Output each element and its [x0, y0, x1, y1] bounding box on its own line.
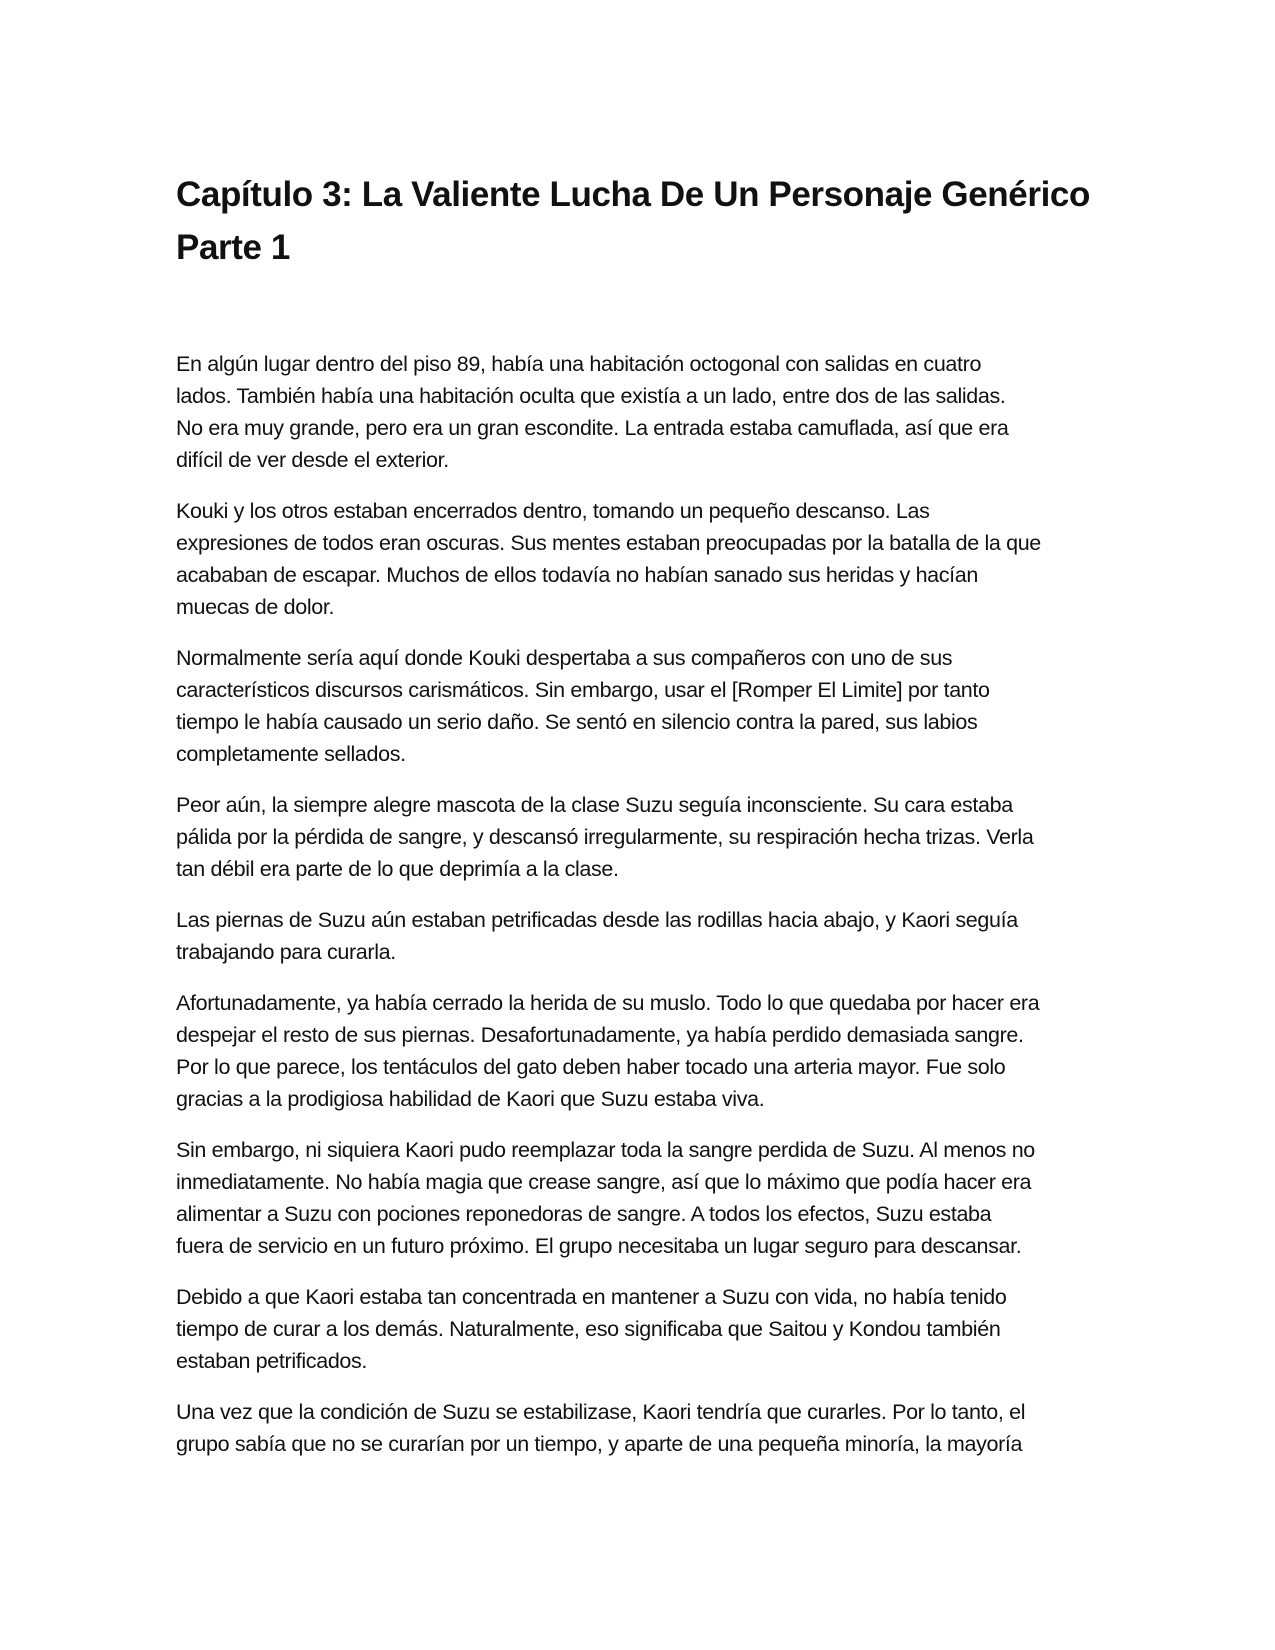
text-line: pálida por la pérdida de sangre, y descansó irregularmente, su respiración hecha trizas. Verla — [176, 825, 1034, 849]
text-line: Afortunadamente, ya había cerrado la herida de su muslo. Todo lo que quedaba por hacer era — [176, 991, 1040, 1015]
text-line: característicos discursos carismáticos. Sin embargo, usar el [Romper El Limite] por tanto — [176, 678, 990, 702]
text-line: En algún lugar dentro del piso 89, había una habitación octogonal con salidas en cuatro — [176, 352, 982, 376]
text-line: No era muy grande, pero era un gran escondite. La entrada estaba camuflada, así que era — [176, 416, 1009, 440]
paragraph-4 — [176, 789, 1105, 885]
text-line: expresiones de todos eran oscuras. Sus mentes estaban preocupadas por la batalla de la que — [176, 531, 1041, 555]
paragraph-9 — [176, 1396, 1105, 1460]
text-line: gracias a la prodigiosa habilidad de Kaori que Suzu estaba viva. — [176, 1087, 765, 1111]
text-line: fuera de servicio en un futuro próximo. El grupo necesitaba un lugar seguro para descansar. — [176, 1234, 1022, 1258]
text-line: Una vez que la condición de Suzu se estabilizase, Kaori tendría que curarles. Por lo tanto, el — [176, 1400, 1026, 1424]
text-line: Por lo que parece, los tentáculos del gato deben haber tocado una arteria mayor. Fue solo — [176, 1055, 1006, 1079]
paragraph-3 — [176, 642, 1105, 770]
paragraph-7 — [176, 1134, 1105, 1262]
paragraph-5 — [176, 904, 1105, 968]
text-line: completamente sellados. — [176, 742, 406, 766]
text-line: Normalmente sería aquí donde Kouki despertaba a sus compañeros con uno de sus — [176, 646, 953, 670]
text-line: Peor aún, la siempre alegre mascota de la clase Suzu seguía inconsciente. Su cara estaba — [176, 793, 1013, 817]
text-line: despejar el resto de sus piernas. Desafortunadamente, ya había perdido demasiada sangre. — [176, 1023, 1024, 1047]
text-line: tan débil era parte de lo que deprimía a la clase. — [176, 857, 619, 881]
paragraph-6 — [176, 987, 1105, 1115]
text-line: Las piernas de Suzu aún estaban petrificadas desde las rodillas hacia abajo, y Kaori seguía — [176, 908, 1018, 932]
paragraph-1 — [176, 348, 1105, 476]
text-line: trabajando para curarla. — [176, 940, 396, 964]
text-line: Kouki y los otros estaban encerrados dentro, tomando un pequeño descanso. Las — [176, 499, 930, 523]
text-line: estaban petrificados. — [176, 1349, 368, 1373]
text-line: lados. También había una habitación oculta que existía a un lado, entre dos de las salidas. — [176, 384, 1006, 408]
text-line: alimentar a Suzu con pociones reponedoras de sangre. A todos los efectos, Suzu estaba — [176, 1202, 992, 1226]
paragraph-2 — [176, 495, 1105, 623]
text-line: tiempo de curar a los demás. Naturalmente, eso significaba que Saitou y Kondou también — [176, 1317, 1001, 1341]
paragraph-8 — [176, 1281, 1105, 1377]
text-line: Debido a que Kaori estaba tan concentrada en mantener a Suzu con vida, no había tenido — [176, 1285, 1007, 1309]
text-line: inmediatamente. No había magia que crease sangre, así que lo máximo que podía hacer era — [176, 1170, 1032, 1194]
text-line: muecas de dolor. — [176, 595, 335, 619]
text-line: acababan de escapar. Muchos de ellos todavía no habían sanado sus heridas y hacían — [176, 563, 979, 587]
chapter-title-line-1: Capítulo 3: La Valiente Lucha De Un Personaje Genérico — [176, 175, 1090, 214]
body-text — [176, 348, 1105, 1460]
text-line: Sin embargo, ni siquiera Kaori pudo reemplazar toda la sangre perdida de Suzu. Al menos no — [176, 1138, 1035, 1162]
chapter-title-line-2: Parte 1 — [176, 228, 290, 267]
text-line: tiempo le había causado un serio daño. Se sentó en silencio contra la pared, sus labios — [176, 710, 978, 734]
text-line: difícil de ver desde el exterior. — [176, 448, 449, 472]
text-line: grupo sabía que no se curarían por un tiempo, y aparte de una pequeña minoría, la mayoría — [176, 1432, 1023, 1456]
chapter-title — [176, 168, 1105, 274]
